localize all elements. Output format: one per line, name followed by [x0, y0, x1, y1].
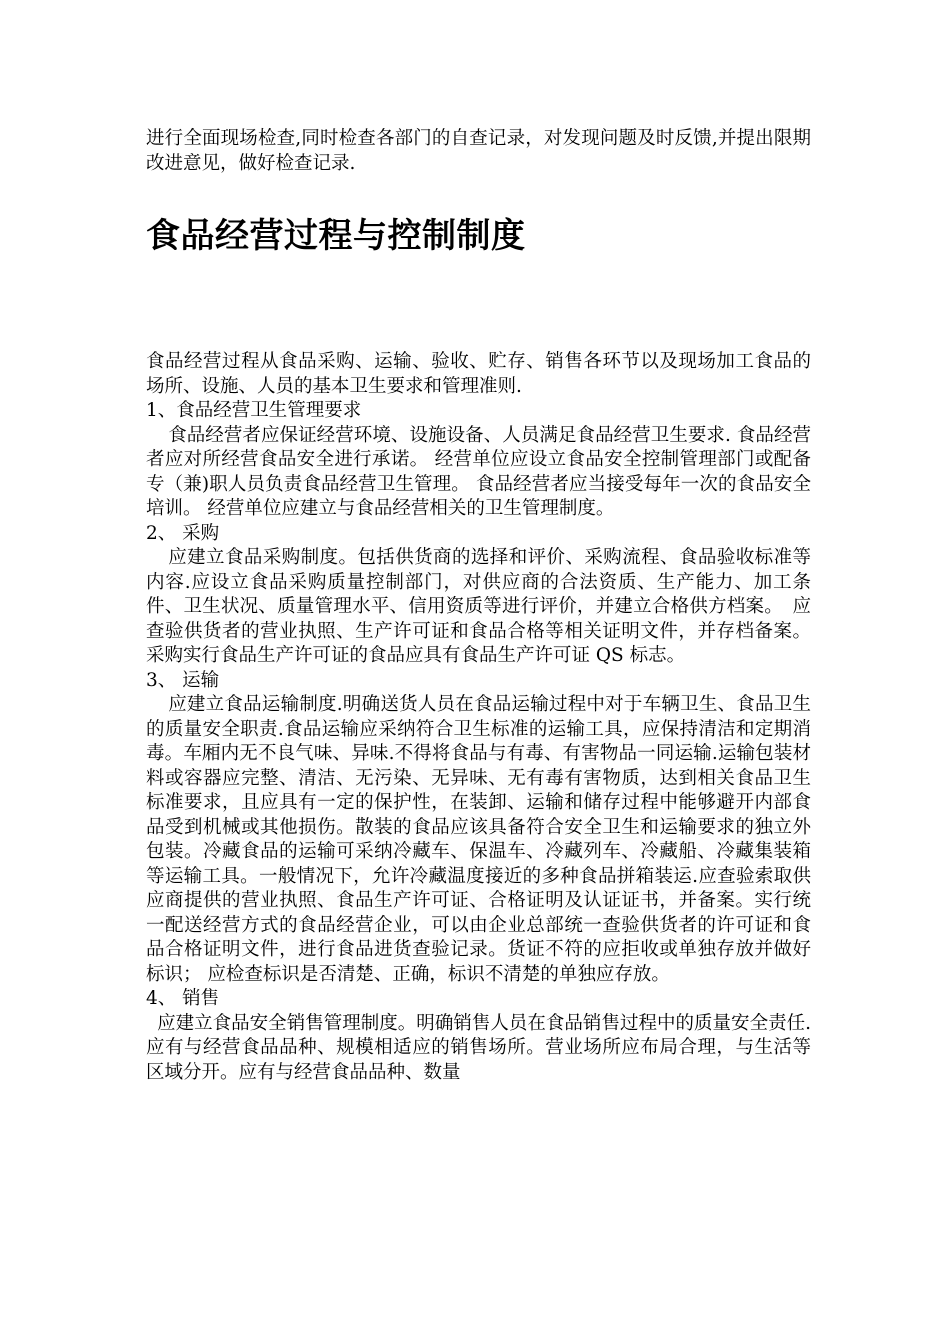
section-heading-sales: 4、 销售: [146, 988, 220, 1009]
document-content: [146, 127, 811, 1085]
document-title: 食品经营过程与控制制度: [146, 216, 526, 256]
section-heading-purchase: 2、 采购: [146, 522, 220, 544]
section-body-transport: 应建立食品运输制度.明确送货人员在食品运输过程中对于车辆卫生、食品卫生的质量安全职责.食品运输应采纳符合卫生标准的运输工具，应保持清洁和定期消毒。车厢内无不良气味、异味.不得将食品与有毒、有害物品一同运输.运输包装材料或容器应完整、清洁、无污染、无异味、无有毒有害物质，达到相关食品卫生标准要求，且应具有一定的保护性，在装卸、运输和储存过程中能够避开内部食品受到机械或其他损伤。散装的食品应该具备符合安全卫生和运输要求的独立外包装。冷藏食品的运输可采纳冷藏车、保温车、冷藏列车、冷藏船、冷藏集装箱等运输工具。一般情况下，允许冷藏温度接近的多种食品拼箱装运.应查验索取供应商提供的营业执照、食品生产许可证、合格证明及认证证书，并备案。实行统一配送经营方式的食品经营企业，可以由企业总部统一查验供货者的许可证和食品合格证明文件，进行食品进货查验记录。货证不符的应拒收或单独存放并做好标识； 应检查标识是否清楚、正确，标识不清楚的单独应存放。: [146, 694, 811, 985]
section-heading-transport: 3、 运输: [146, 669, 220, 691]
section-heading-hygiene: 1、食品经营卫生管理要求: [146, 400, 362, 421]
section-body-purchase: 应建立食品采购制度。包括供货商的选择和评价、采购流程、食品验收标准等内容.应设立食品采购质量控制部门，对供应商的合法资质、生产能力、加工条件、卫生状况、质量管理水平、信用资质等进行评价，并建立合格供方档案。 应查验供货者的营业执照、生产许可证和食品合格等相关证明文件，并存档备案。采购实行食品生产许可证的食品应具有食品生产许可证 QS 标志。: [146, 547, 811, 666]
intro-paragraph: 进行全面现场检查,同时检查各部门的自查记录，对发现问题及时反馈,并提出限期改进意见，做好检查记录.: [146, 128, 811, 174]
section-body-hygiene: 食品经营者应保证经营环境、设施设备、人员满足食品经营卫生要求. 食品经营者应对所经营食品安全进行承诺。 经营单位应设立食品安全控制管理部门或配备专（兼)职人员负责食品经营卫生管理。 食品经营者应当接受每年一次的食品安全培训。 经营单位应建立与食品经营相关的卫生管理制度。: [146, 424, 811, 519]
overview-paragraph: 食品经营过程从食品采购、运输、验收、贮存、销售各环节以及现场加工食品的场所、设施、人员的基本卫生要求和管理准则.: [146, 351, 811, 397]
section-body-sales: 应建立食品安全销售管理制度。明确销售人员在食品销售过程中的质量安全责任.应有与经营食品品种、规模相适应的销售场所。营业场所应布局合理，与生活等区域分开。应有与经营食品品种、数量: [146, 1012, 811, 1083]
